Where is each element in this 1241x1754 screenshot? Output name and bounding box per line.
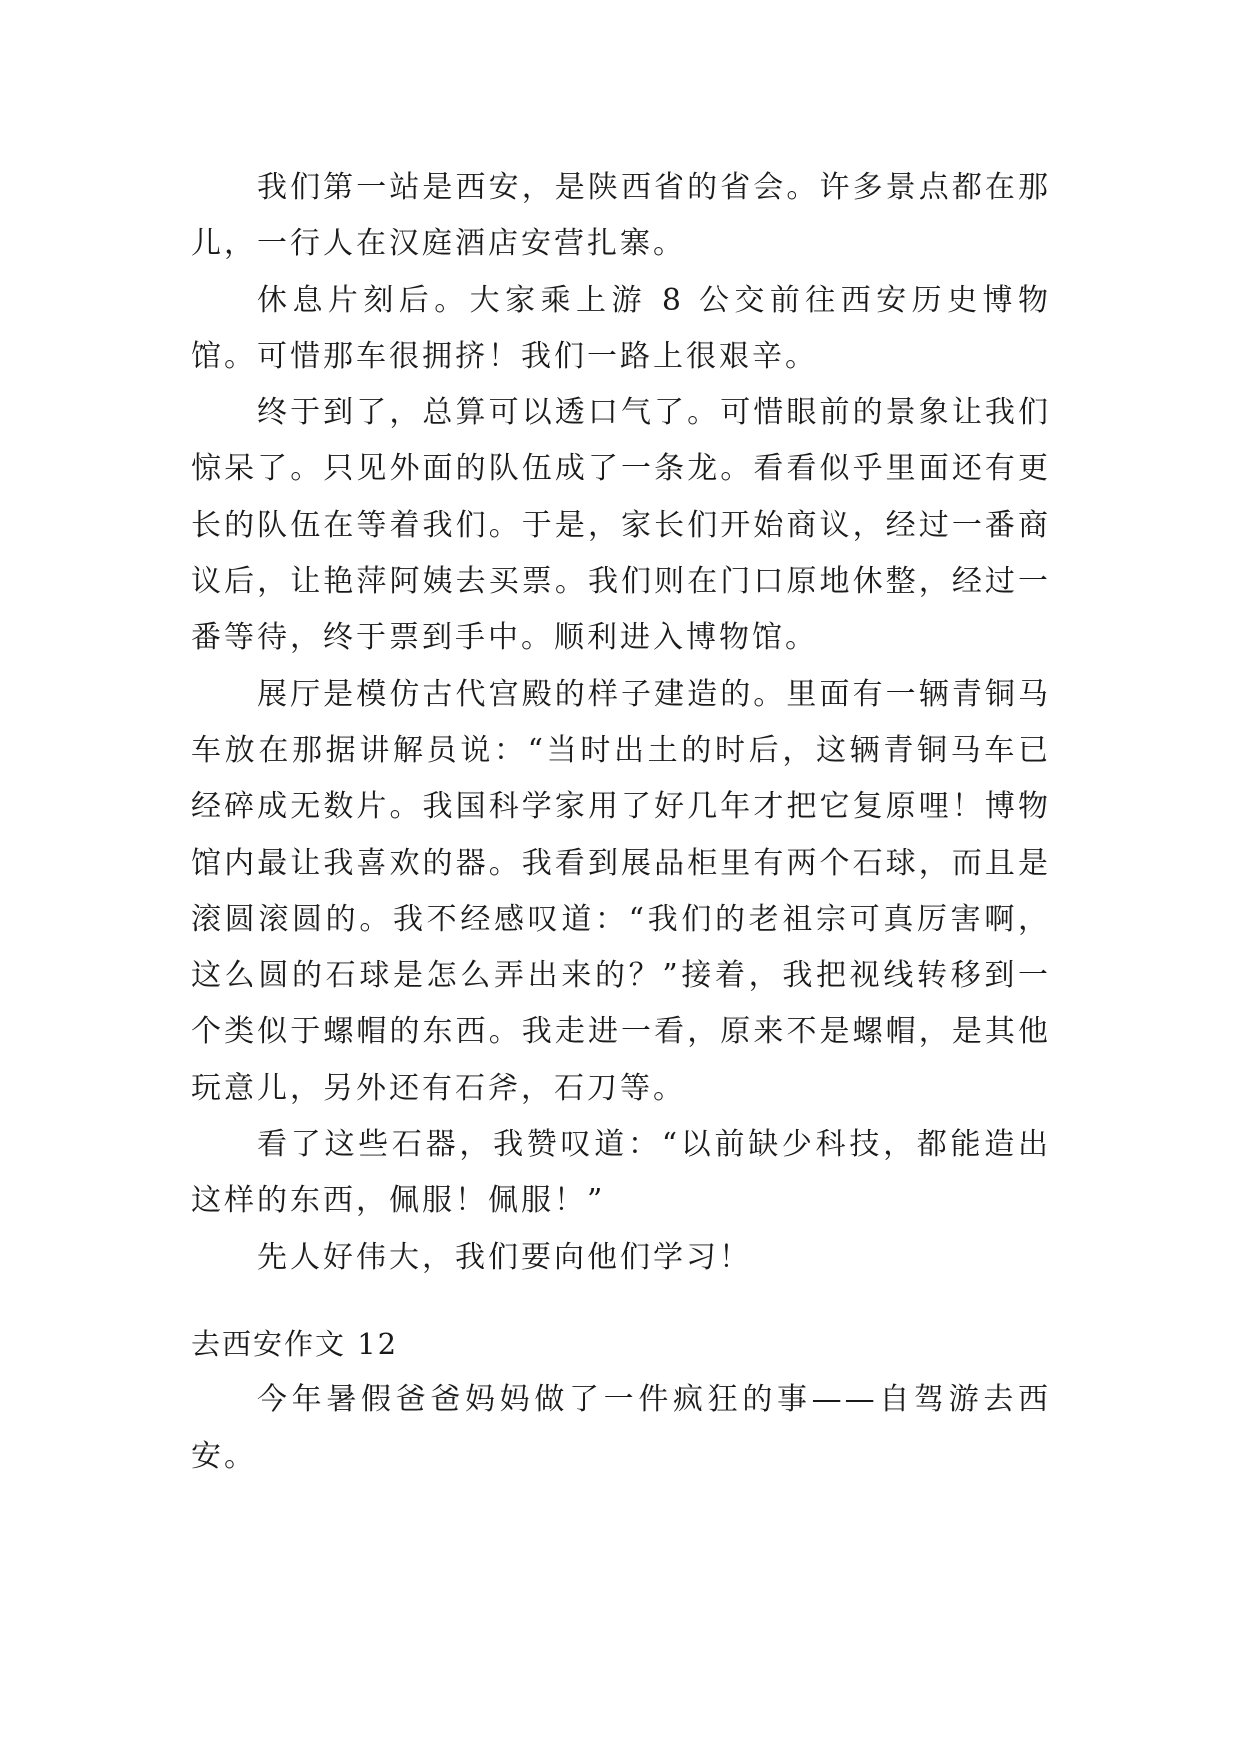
section-title: 去西安作文 12 <box>191 1326 399 1361</box>
paragraph: 我们第一站是西安，是陕西省的省会。许多景点都在那儿，一行人在汉庭酒店安营扎寨。 <box>191 170 1051 262</box>
paragraph: 看了这些石器，我赞叹道：“以前缺少科技，都能造出这样的东西，佩服！佩服！” <box>191 1127 1051 1219</box>
paragraph: 先人好伟大，我们要向他们学习！ <box>257 1239 752 1275</box>
paragraph: 展厅是模仿古代宫殿的样子建造的。里面有一辆青铜马车放在那据讲解员说：“当时出土的时后，这辆青铜马车已经碎成无数片。我国科学家用了好几年才把它复原哩！博物馆内最让我喜欢的器。我看到展品柜里有两个石球，而且是滚圆滚圆的。我不经感叹道：“我们的老祖宗可真厉害啊，这么圆的石球是怎么弄出来的？”接着，我把视线转移到一个类似于螺帽的东西。我走进一看，原来不是螺帽，是其他玩意儿，另外还有石斧，石刀等。 <box>191 676 1051 1106</box>
paragraph: 今年暑假爸爸妈妈做了一件疯狂的事——自驾游去西安。 <box>191 1382 1051 1474</box>
document-body <box>191 160 1051 1485</box>
paragraph: 休息片刻后。大家乘上游 8 公交前往西安历史博物馆。可惜那车很拥挤！我们一路上很艰辛。 <box>191 282 1051 374</box>
paragraph: 终于到了，总算可以透口气了。可惜眼前的景象让我们惊呆了。只见外面的队伍成了一条龙。看看似乎里面还有更长的队伍在等着我们。于是，家长们开始商议，经过一番商议后，让艳萍阿姨去买票。我们则在门口原地休整，经过一番等待，终于票到手中。顺利进入博物馆。 <box>191 395 1051 656</box>
